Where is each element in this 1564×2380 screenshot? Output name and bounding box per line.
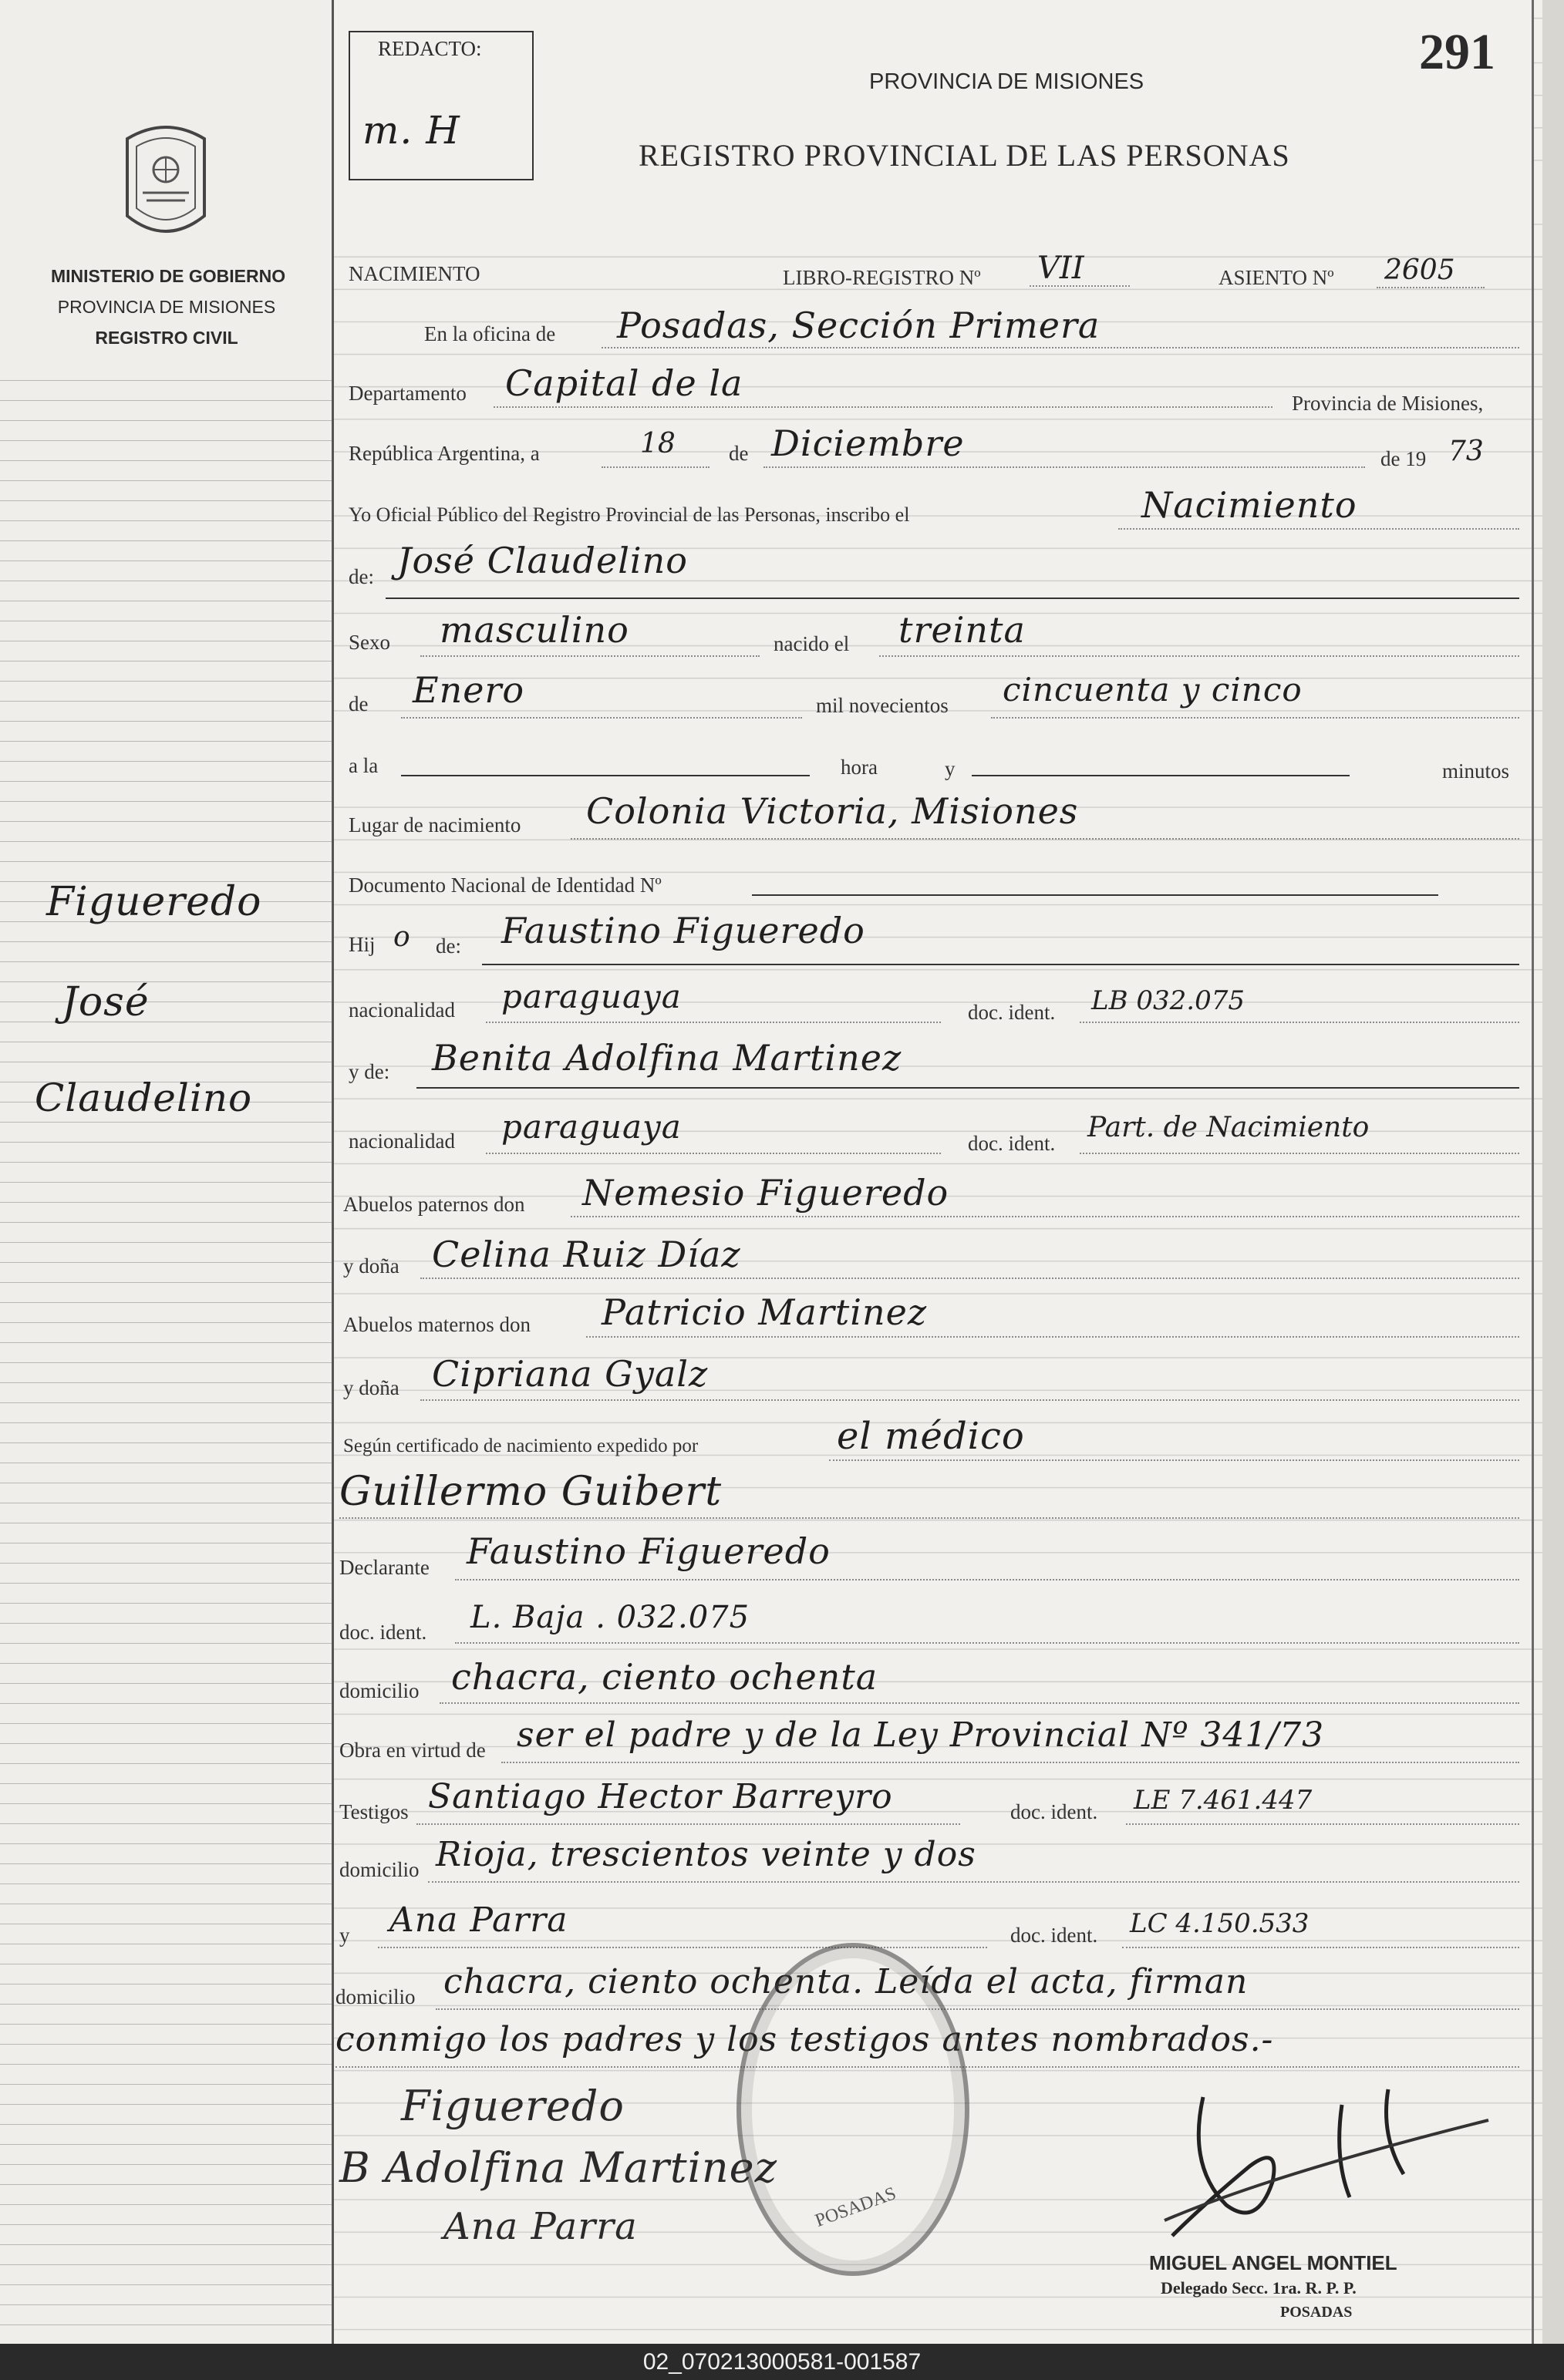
segun-value: el médico — [837, 1415, 1025, 1458]
mother-line — [416, 1087, 1519, 1089]
decl-doc-line — [455, 1642, 1519, 1644]
nacido-value: treinta — [898, 609, 1026, 651]
sexo-label: Sexo — [349, 631, 390, 654]
inscribo-line — [1118, 528, 1519, 530]
father-doc-line — [1080, 1022, 1519, 1023]
name-de-label: de: — [349, 565, 374, 588]
father-doc-label: doc. ident. — [968, 1001, 1056, 1024]
medico-line — [339, 1517, 1519, 1519]
testigo2-value: Ana Parra — [389, 1900, 568, 1940]
medico-value: Guillermo Guibert — [339, 1469, 723, 1515]
seal-text: POSADAS — [812, 2183, 899, 2231]
oficina-value: Posadas, Sección Primera — [617, 305, 1101, 346]
margin-second-name: Claudelino — [35, 1076, 253, 1120]
child-name-value: José Claudelino — [397, 540, 688, 581]
y-hora-label: y — [945, 757, 956, 780]
stamp-name: MIGUEL ANGEL MONTIEL — [1149, 2251, 1397, 2274]
testigo2-y-label: y — [339, 1924, 350, 1947]
obra-line — [501, 1762, 1519, 1763]
decl-dom-value: chacra, ciento ochenta — [451, 1656, 878, 1698]
abuelos-mat-label: Abuelos maternos don — [343, 1313, 531, 1336]
abuela-pat-value: Celina Ruiz Díaz — [432, 1234, 741, 1275]
official-seal — [736, 1943, 969, 2276]
testigo1-dom-line — [428, 1881, 1519, 1883]
dni-label: Documento Nacional de Identidad Nº — [349, 874, 662, 897]
testigo2-dom-line — [436, 2008, 1519, 2010]
signature-father: Figueredo — [401, 2082, 625, 2130]
nacido-line — [879, 655, 1519, 657]
decl-dom-label: domicilio — [339, 1679, 420, 1702]
margin-surname: Figueredo — [46, 879, 262, 925]
month-value: Diciembre — [771, 422, 965, 464]
mother-doc-label: doc. ident. — [968, 1132, 1056, 1155]
testigo1-value: Santiago Hector Barreyro — [428, 1777, 893, 1816]
father-nat-line — [486, 1022, 941, 1023]
oficina-label: En la oficina de — [424, 322, 556, 345]
testigo2-line — [378, 1947, 987, 1948]
signature-witness: Ana Parra — [443, 2205, 638, 2248]
hijo-de-label: de: — [436, 934, 461, 958]
redacto-value: m. H — [362, 108, 460, 153]
mother-doc-line — [1080, 1153, 1519, 1154]
lugar-line — [571, 838, 1519, 840]
year-value: 73 — [1448, 436, 1484, 467]
declarante-label: Declarante — [339, 1556, 430, 1579]
libro-label: LIBRO-REGISTRO Nº — [783, 266, 981, 289]
provincia-suffix: Provincia de Misiones, — [1292, 392, 1484, 415]
year-label: de 19 — [1380, 447, 1427, 470]
redacto-label: REDACTO: — [378, 37, 482, 60]
day-value: 18 — [640, 428, 676, 460]
province-label: PROVINCIA DE MISIONES — [57, 297, 276, 317]
mother-nat-label: nacionalidad — [349, 1129, 455, 1153]
departamento-label: Departamento — [349, 382, 467, 405]
mother-nat-value: paraguaya — [501, 1108, 682, 1146]
minutos-line — [972, 775, 1350, 776]
abuelos-pat-label: Abuelos paternos don — [343, 1193, 525, 1216]
province-heading: PROVINCIA DE MISIONES — [869, 69, 1144, 94]
decl-doc-label: doc. ident. — [339, 1621, 427, 1644]
stamp-role: Delegado Secc. 1ra. R. P. P. — [1161, 2278, 1357, 2298]
page-number: 291 — [1419, 24, 1495, 80]
mother-yde-label: y de: — [349, 1060, 390, 1083]
segun-label: Según certificado de nacimiento expedido por — [343, 1436, 699, 1456]
father-line — [482, 964, 1519, 965]
ministry-label: MINISTERIO DE GOBIERNO — [51, 266, 286, 286]
decl-dom-line — [440, 1702, 1519, 1704]
declarante-line — [455, 1579, 1519, 1580]
testigo2-dom-label: domicilio — [335, 1985, 416, 2008]
minutos-label: minutos — [1442, 759, 1510, 783]
obra-value: ser el padre y de la Ley Provincial Nº 341/73 — [517, 1715, 1325, 1755]
testigo1-doc-label: doc. ident. — [1010, 1800, 1098, 1823]
mil-label: mil novecientos — [816, 694, 949, 717]
footer-bar — [0, 2344, 1564, 2380]
birth-year-value: cincuenta y cinco — [1003, 671, 1303, 709]
departamento-line — [494, 406, 1272, 408]
officer-signature-icon — [1157, 2074, 1504, 2274]
hijo-suffix: o — [393, 921, 410, 953]
testigos-label: Testigos — [339, 1800, 409, 1823]
mother-doc-value: Part. de Nacimiento — [1087, 1112, 1370, 1143]
registry-heading: REGISTRO PROVINCIAL DE LAS PERSONAS — [639, 138, 1290, 173]
month-line — [763, 466, 1365, 468]
asiento-value: 2605 — [1384, 254, 1455, 286]
testigo2-dom-value: chacra, ciento ochenta. Leída el acta, firman — [443, 1962, 1249, 2001]
ala-label: a la — [349, 754, 379, 777]
libro-line — [1030, 285, 1130, 287]
testigo1-dom-label: domicilio — [339, 1858, 420, 1881]
abuela-pat-label: y doña — [343, 1254, 399, 1278]
lugar-value: Colonia Victoria, Misiones — [586, 790, 1079, 832]
departamento-value: Capital de la — [505, 362, 743, 404]
margin-first-name: José — [62, 979, 150, 1025]
testigo2-doc-label: doc. ident. — [1010, 1924, 1098, 1947]
birth-month-de-label: de — [349, 692, 369, 715]
signature-mother: B Adolfina Martinez — [339, 2143, 778, 2192]
nacido-label: nacido el — [774, 632, 850, 655]
inscribo-value: Nacimiento — [1141, 484, 1357, 526]
father-doc-value: LB 032.075 — [1091, 985, 1245, 1016]
oficina-line — [602, 347, 1519, 348]
asiento-line — [1377, 287, 1485, 288]
asiento-label: ASIENTO Nº — [1219, 266, 1334, 289]
registro-civil-label: REGISTRO CIVIL — [95, 328, 238, 348]
birth-month-value: Enero — [413, 669, 525, 711]
abuelo-mat-value: Patricio Martinez — [602, 1291, 928, 1333]
lugar-label: Lugar de nacimiento — [349, 813, 521, 837]
page-right-border — [1532, 0, 1534, 2344]
father-nat-value: paraguaya — [501, 978, 682, 1015]
abuela-mat-label: y doña — [343, 1376, 399, 1399]
abuelo-pat-value: Nemesio Figueredo — [582, 1172, 949, 1214]
declarante-value: Faustino Figueredo — [467, 1530, 831, 1572]
mother-nat-line — [486, 1153, 941, 1154]
father-value: Faustino Figueredo — [501, 910, 865, 951]
testigo2-doc-line — [1122, 1947, 1519, 1948]
dni-line — [752, 894, 1438, 896]
birth-year-line — [991, 717, 1519, 719]
closing-value: conmigo los padres y los testigos antes nombrados.- — [335, 2020, 1274, 2059]
child-name-line — [386, 598, 1519, 599]
hijo-label: Hij — [349, 933, 376, 956]
abuela-mat-line — [420, 1399, 1519, 1401]
segun-line — [829, 1459, 1519, 1461]
father-nat-label: nacionalidad — [349, 998, 455, 1022]
hora-line — [401, 775, 810, 776]
obra-label: Obra en virtud de — [339, 1739, 486, 1762]
republica-label: República Argentina, a — [349, 442, 540, 465]
abuelo-pat-line — [571, 1216, 1519, 1217]
testigo1-line — [416, 1823, 960, 1825]
decl-doc-value: L. Baja . 032.075 — [470, 1600, 750, 1635]
province-crest-icon — [120, 116, 212, 247]
libro-value: VII — [1037, 251, 1084, 286]
stamp-place: POSADAS — [1280, 2304, 1353, 2321]
hora-label: hora — [841, 756, 878, 779]
oficial-text: Yo Oficial Público del Registro Provincial de las Personas, inscribo el — [349, 503, 910, 526]
birth-month-line — [401, 717, 802, 719]
sexo-value: masculino — [440, 609, 629, 651]
sexo-line — [420, 655, 760, 657]
footer-id: 02_070213000581-001587 — [642, 2349, 922, 2375]
abuela-mat-value: Cipriana Gyalz — [432, 1353, 709, 1395]
mother-value: Benita Adolfina Martinez — [432, 1037, 902, 1079]
testigo2-doc-value: LC 4.150.533 — [1130, 1908, 1310, 1939]
abuela-pat-line — [420, 1278, 1519, 1279]
testigo1-doc-line — [1126, 1823, 1519, 1825]
testigo1-doc-value: LE 7.461.447 — [1134, 1785, 1313, 1816]
de-label: de — [729, 442, 749, 465]
record-type-label: NACIMIENTO — [349, 262, 480, 285]
abuelo-mat-line — [586, 1336, 1519, 1338]
day-line — [602, 466, 710, 468]
testigo1-dom-value: Rioja, trescientos veinte y dos — [436, 1835, 976, 1874]
